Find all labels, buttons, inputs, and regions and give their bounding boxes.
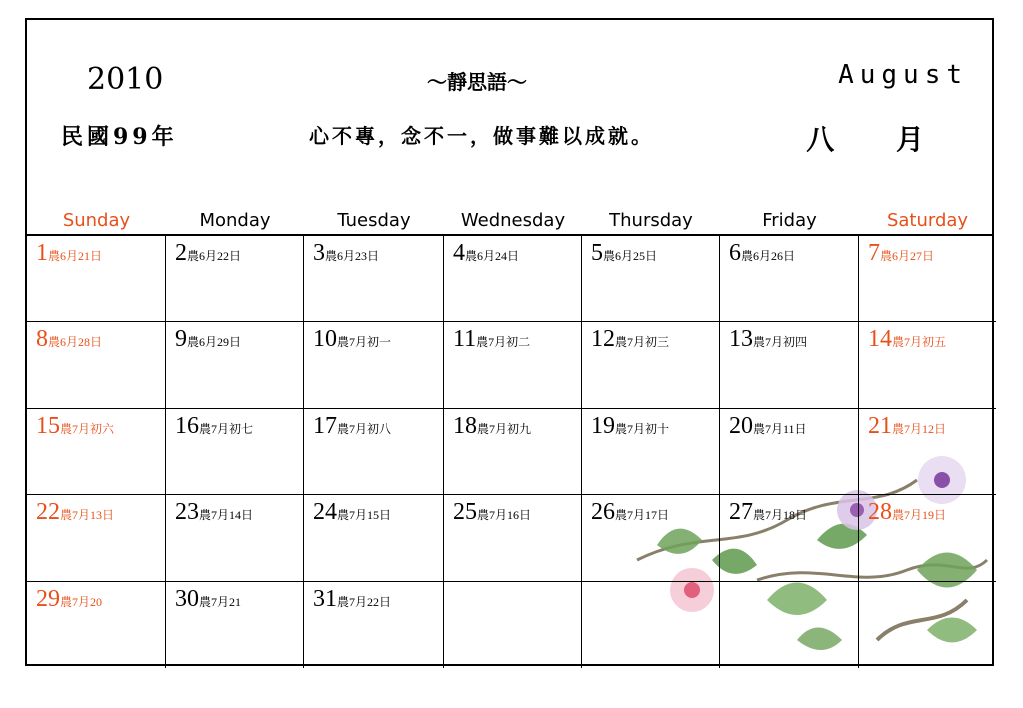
- aphorism-quote: 心不專，念不一，做事難以成就。: [309, 124, 654, 148]
- weekday-friday: Friday: [762, 210, 817, 231]
- day-cell-24: [304, 495, 444, 581]
- day-number: 10: [313, 326, 337, 353]
- lunar-date: 農7月21: [199, 594, 242, 609]
- day-number: 6: [729, 240, 741, 266]
- empty-day-cell: [859, 582, 996, 668]
- day-number: 31: [313, 585, 337, 612]
- day-cell-17: [304, 409, 444, 495]
- lunar-date: 農6月27日: [880, 249, 935, 263]
- day-number: 11: [453, 326, 477, 353]
- day-cell-18: [444, 409, 582, 495]
- day-cell-3: [304, 236, 444, 322]
- lunar-date: 農7月14日: [199, 508, 254, 523]
- lunar-date: 農7月17日: [615, 508, 670, 523]
- day-cell-4: [444, 236, 582, 322]
- day-number: 22: [36, 499, 60, 526]
- day-number: 13: [729, 326, 753, 353]
- lunar-date: 農7月初七: [199, 421, 254, 436]
- day-number: 8: [36, 326, 48, 353]
- day-number: 14: [868, 326, 892, 353]
- day-cell-30: [166, 582, 304, 668]
- day-cell-13: [720, 322, 859, 408]
- day-cell-8: [27, 322, 166, 408]
- day-number: 26: [591, 499, 615, 526]
- day-cell-20: [720, 409, 859, 495]
- day-cell-12: [582, 322, 720, 408]
- calendar-header: [27, 20, 992, 235]
- lunar-date: 農7月12日: [892, 421, 947, 436]
- day-cell-29: [27, 582, 166, 668]
- day-number: 30: [175, 585, 199, 612]
- lunar-date: 農7月13日: [60, 508, 115, 523]
- lunar-date: 農7月18日: [753, 508, 808, 523]
- day-cell-10: [304, 322, 444, 408]
- lunar-date: 農7月初五: [892, 335, 947, 350]
- day-number: 7: [868, 240, 880, 266]
- day-number: 28: [868, 499, 892, 526]
- day-cell-26: [582, 495, 720, 581]
- day-cell-27: [720, 495, 859, 581]
- day-number: 20: [729, 412, 753, 439]
- empty-day-cell: [444, 582, 582, 668]
- day-cell-19: [582, 409, 720, 495]
- day-number: 16: [175, 412, 199, 439]
- lunar-date: 農7月22日: [337, 594, 392, 609]
- lunar-date: 農7月11日: [753, 421, 807, 436]
- lunar-date: 農6月24日: [465, 249, 520, 263]
- day-cell-7: [859, 236, 996, 322]
- lunar-date: 農7月19日: [892, 508, 947, 523]
- weekday-sunday: Sunday: [62, 210, 131, 231]
- day-number: 9: [175, 326, 187, 353]
- lunar-date: 農7月初一: [337, 335, 392, 350]
- weekday-monday: Monday: [199, 210, 271, 231]
- day-cell-21: [859, 409, 996, 495]
- month-english: August: [838, 60, 968, 90]
- lunar-date: 農7月初八: [337, 421, 392, 436]
- weekday-saturday: Saturday: [886, 210, 969, 231]
- day-cell-22: [27, 495, 166, 581]
- roc-year-label: 民國99年: [61, 124, 178, 150]
- day-number: 15: [36, 412, 60, 439]
- weekday-thursday: Thursday: [609, 210, 693, 231]
- day-number: 4: [453, 240, 465, 266]
- day-cell-28: [859, 495, 996, 581]
- lunar-date: 農6月28日: [48, 335, 103, 350]
- year-label: 2010: [87, 62, 164, 97]
- day-number: 3: [313, 240, 325, 266]
- day-cell-31: [304, 582, 444, 668]
- weekday-tuesday: Tuesday: [337, 210, 411, 231]
- calendar-day-grid: [27, 234, 992, 668]
- empty-day-cell: [720, 582, 859, 668]
- day-cell-25: [444, 495, 582, 581]
- day-cell-2: [166, 236, 304, 322]
- lunar-date: 農6月25日: [603, 249, 658, 263]
- day-cell-1: [27, 236, 166, 322]
- lunar-date: 農6月26日: [741, 249, 796, 263]
- day-cell-11: [444, 322, 582, 408]
- day-number: 1: [36, 240, 48, 266]
- aphorism-title: ～靜思語～: [427, 70, 527, 94]
- weekday-header-row: [27, 208, 992, 234]
- lunar-date: 農7月初二: [476, 335, 531, 350]
- day-number: 5: [591, 240, 603, 266]
- calendar-sheet: [25, 18, 994, 666]
- day-number: 12: [591, 326, 615, 353]
- day-number: 21: [868, 412, 892, 439]
- lunar-date: 農6月22日: [187, 249, 242, 263]
- day-cell-6: [720, 236, 859, 322]
- day-cell-9: [166, 322, 304, 408]
- day-number: 17: [313, 412, 337, 439]
- lunar-date: 農7月20: [60, 594, 103, 609]
- lunar-date: 農7月15日: [337, 508, 392, 523]
- day-number: 18: [453, 412, 477, 439]
- lunar-date: 農7月初九: [477, 421, 532, 436]
- day-cell-15: [27, 409, 166, 495]
- day-number: 29: [36, 585, 60, 612]
- day-number: 19: [591, 412, 615, 439]
- day-number: 23: [175, 499, 199, 526]
- day-number: 24: [313, 499, 337, 526]
- lunar-date: 農7月初六: [60, 421, 115, 436]
- weekday-wednesday: Wednesday: [460, 210, 566, 231]
- day-number: 2: [175, 240, 187, 266]
- lunar-date: 農6月21日: [48, 249, 103, 263]
- lunar-date: 農6月29日: [187, 335, 242, 350]
- day-cell-14: [859, 322, 996, 408]
- month-chinese: 八 月: [806, 123, 950, 156]
- empty-day-cell: [582, 582, 720, 668]
- lunar-date: 農7月初三: [615, 335, 670, 350]
- lunar-date: 農6月23日: [325, 249, 380, 263]
- day-cell-16: [166, 409, 304, 495]
- day-cell-23: [166, 495, 304, 581]
- day-number: 27: [729, 499, 753, 526]
- day-cell-5: [582, 236, 720, 322]
- lunar-date: 農7月初十: [615, 421, 670, 436]
- day-number: 25: [453, 499, 477, 526]
- lunar-date: 農7月初四: [753, 335, 808, 350]
- lunar-date: 農7月16日: [477, 508, 532, 523]
